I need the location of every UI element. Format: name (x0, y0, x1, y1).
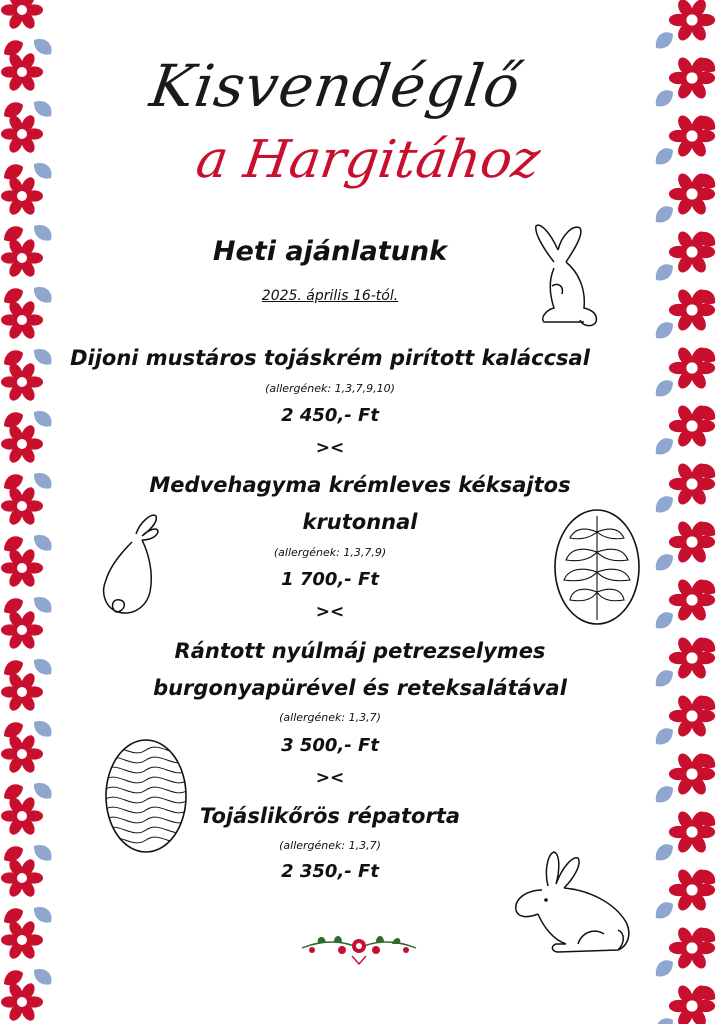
dish-2-name: Medvehagyma krémleves kéksajtos krutonnal (149, 473, 571, 534)
offer-date: 2025. április 16-tól. (261, 288, 399, 304)
easter-egg-leaf-icon (552, 504, 642, 626)
folk-flower-border-icon (648, 0, 720, 1024)
dish-1-name: Dijoni mustáros tojáskrém pirított kaláccsal (70, 346, 590, 370)
dish-3-allergens: (allergének: 1,3,7) (279, 711, 381, 724)
dish-3-name: Rántott nyúlmáj petrezselymes burgonyapürével és reteksalátával (153, 639, 567, 700)
left-floral-border (0, 0, 58, 1024)
dish-3-price: 3 500,- Ft (281, 735, 379, 756)
dish-2-allergens: (allergének: 1,3,7,9) (273, 546, 387, 559)
dish-1-allergens: (allergének: 1,3,7,9,10) (265, 382, 395, 395)
weekly-offer-heading: Heti ajánlatunk (212, 236, 448, 267)
dish-4-name: Tojáslikőrös répatorta (199, 804, 461, 828)
separator-1: >< (315, 438, 345, 458)
folk-flower-border-icon (0, 0, 58, 1024)
dish-4-allergens: (allergének: 1,3,7) (279, 839, 381, 852)
restaurant-name: Kisvendéglő (146, 52, 525, 120)
separator-3: >< (315, 768, 345, 788)
dish-4-price: 2 350,- Ft (281, 861, 379, 882)
rabbit-outline-icon (508, 848, 638, 968)
easter-egg-wave-icon (104, 736, 188, 854)
rabbit-outline-icon (96, 508, 162, 620)
right-floral-border (648, 0, 720, 1024)
dish-2-price: 1 700,- Ft (281, 569, 379, 590)
restaurant-subtitle: a Hargitához (192, 130, 544, 190)
folk-flower-motif-icon (298, 926, 420, 966)
separator-2: >< (315, 602, 345, 622)
dish-1-price: 2 450,- Ft (281, 405, 379, 426)
rabbit-outline-icon (526, 222, 612, 334)
